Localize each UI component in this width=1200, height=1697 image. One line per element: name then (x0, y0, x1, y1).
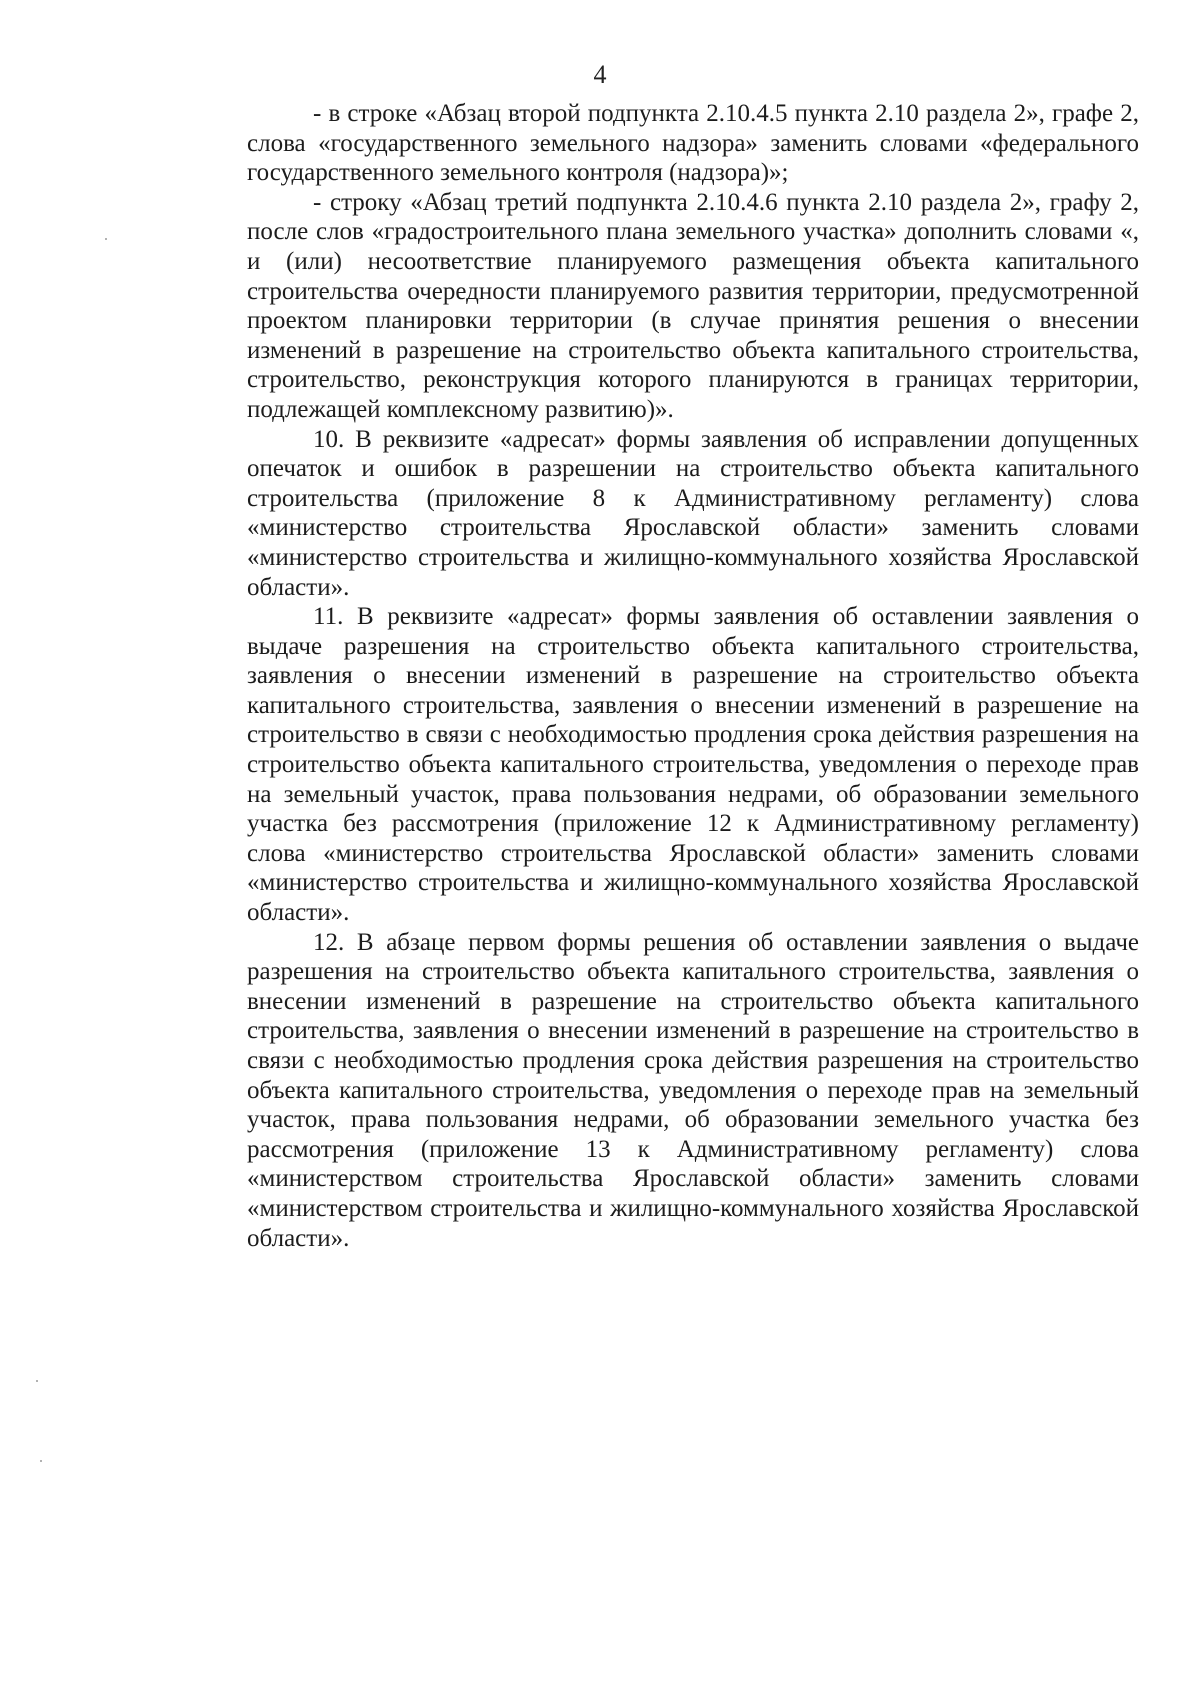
scan-speck (36, 1380, 38, 1382)
scan-speck (40, 1460, 42, 1462)
paragraph-item-11: 11. В реквизите «адресат» формы заявления об оставлении заявления о выдаче разрешения на строительство объекта капитального строительства, заявления о внесении изменений в разрешение на строительство объекта капитального строительства, заявления о внесении изменений в разрешение на строительство в связи с необходимостью продления срока действия разрешения на строительство объекта капитального строительства, уведомления о переходе прав на земельный участок, права пользования недрами, об образовании земельного участка без рассмотрения (приложение 12 к Административному регламенту) слова «министерство строительства Ярославской области» заменить словами «министерство строительства и жилищно-коммунального хозяйства Ярославской области». (247, 603, 1139, 927)
paragraph-item-10: 10. В реквизите «адресат» формы заявления об исправлении допущенных опечаток и ошибок в разрешении на строительство объекта капитального строительства (приложение 8 к Административному регламенту) слова «министерство строительства Ярославской области» заменить словами «министерство строительства и жилищно-коммунального хозяйства Ярославской области». (247, 425, 1139, 601)
document-body (247, 99, 1139, 1253)
paragraph-item-12: 12. В абзаце первом формы решения об оставлении заявления о выдаче разрешения на строительство объекта капитального строительства, заявления о внесении изменений в разрешение на строительство объекта капитального строительства, заявления о внесении изменений в разрешение на строительство в связи с необходимостью продления срока действия разрешения на строительство объекта капитального строительства, уведомления о переходе прав на земельный участок, права пользования недрами, об образовании земельного участка без рассмотрения (приложение 13 к Административному регламенту) слова «министерством строительства Ярославской области» заменить словами «министерством строительства и жилищно-коммунального хозяйства Ярославской области». (247, 928, 1139, 1252)
paragraph-row-2-10-4-6: - строку «Абзац третий подпункта 2.10.4.6 пункта 2.10 раздела 2», графу 2, после слов «градостроительного плана земельного участка» дополнить словами «, и (или) несоответствие планируемого размещения объекта капитального строительства очередности планируемого развития территории, предусмотренной проектом планировки территории (в случае принятия решения о внесении изменений в разрешение на строительство объекта капитального строительства, строительство, реконструкция которого планируются в границах территории, подлежащей комплексному развитию)». (247, 188, 1139, 423)
scan-speck (105, 238, 107, 240)
page-number: 4 (593, 60, 607, 89)
paragraph-row-2-10-4-5: - в строке «Абзац второй подпункта 2.10.4.5 пункта 2.10 раздела 2», графе 2, слова «государственного земельного надзора» заменить словами «федерального государственного земельного контроля (надзора)»; (247, 100, 1139, 187)
